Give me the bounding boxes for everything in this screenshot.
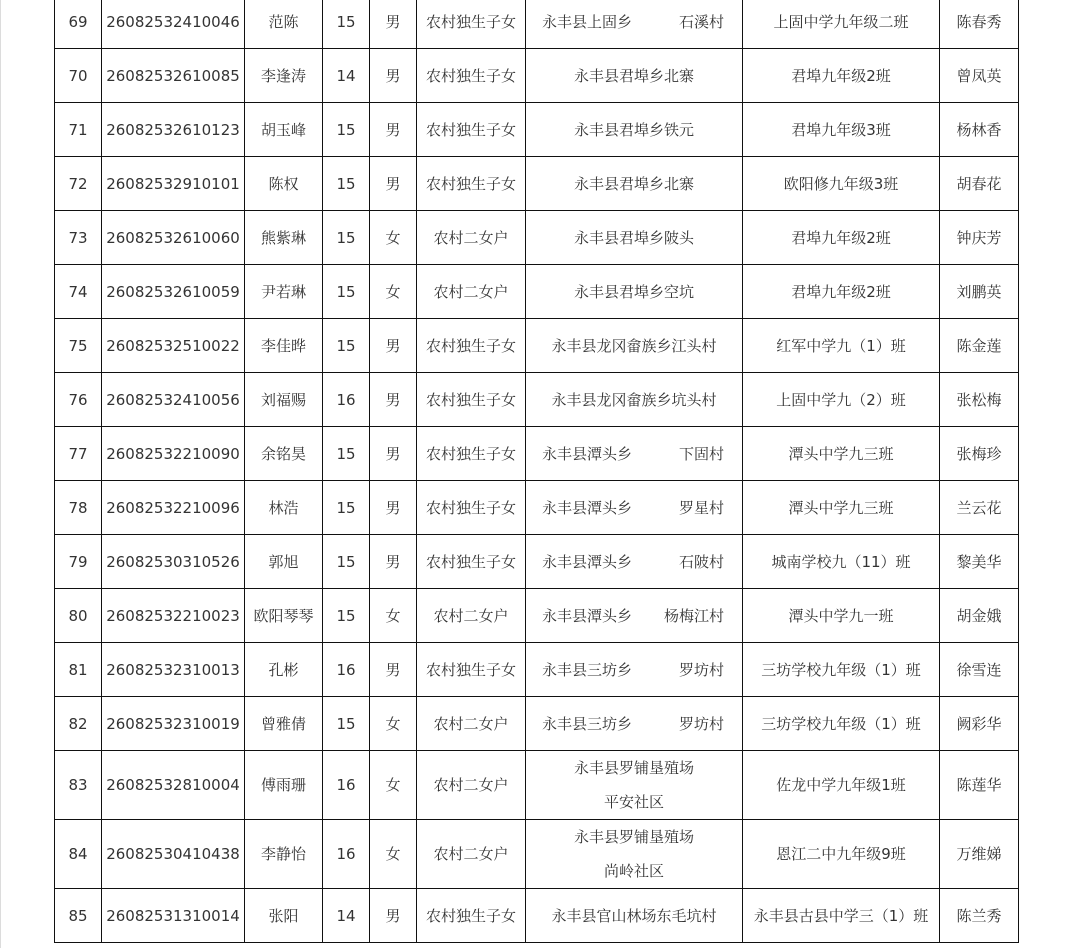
class-cell: 潭头中学九三班: [743, 427, 940, 481]
gender-cell: 女: [370, 211, 417, 265]
address-township: 永丰县潭头乡: [542, 498, 633, 517]
address-cell: 永丰县君埠乡空坑: [526, 265, 743, 319]
category-cell: 农村独生子女: [417, 481, 526, 535]
gender-cell: 男: [370, 889, 417, 943]
age-cell: 16: [323, 643, 370, 697]
category-cell: 农村二女户: [417, 265, 526, 319]
student-id-cell: 26082532610059: [102, 265, 245, 319]
class-cell: 潭头中学九一班: [743, 589, 940, 643]
gender-cell: 男: [370, 481, 417, 535]
category-cell: 农村独生子女: [417, 49, 526, 103]
class-cell: 城南学校九（11）班: [743, 535, 940, 589]
address-split: [526, 707, 742, 741]
row-number-cell: 76: [55, 373, 102, 427]
row-number-cell: 85: [55, 889, 102, 943]
gender-cell: 男: [370, 0, 417, 49]
address-cell: 永丰县龙冈畲族乡坑头村: [526, 373, 743, 427]
student-name-cell: 李静怡: [245, 820, 323, 889]
age-cell: 15: [323, 0, 370, 49]
student-id-cell: 26082532210023: [102, 589, 245, 643]
address-cell: [526, 0, 743, 49]
class-cell: 三坊学校九年级（1）班: [743, 643, 940, 697]
table-row: [55, 103, 1019, 157]
address-cell: [526, 820, 743, 889]
guardian-cell: 阙彩华: [940, 697, 1019, 751]
address-cell: 永丰县君埠乡陂头: [526, 211, 743, 265]
age-cell: 15: [323, 427, 370, 481]
class-cell: 三坊学校九年级（1）班: [743, 697, 940, 751]
student-name-cell: 傅雨珊: [245, 751, 323, 820]
student-id-cell: 26082532410046: [102, 0, 245, 49]
address-cell: 永丰县官山林场东毛坑村: [526, 889, 743, 943]
gender-cell: 女: [370, 589, 417, 643]
table-row: [55, 697, 1019, 751]
address-cell: [526, 643, 743, 697]
student-id-cell: 26082530310526: [102, 535, 245, 589]
address-township: 永丰县潭头乡: [542, 606, 633, 625]
row-number-cell: 69: [55, 0, 102, 49]
address-cell: 永丰县龙冈畲族乡江头村: [526, 319, 743, 373]
gender-cell: 女: [370, 265, 417, 319]
row-number-cell: 70: [55, 49, 102, 103]
student-name-cell: 李逢涛: [245, 49, 323, 103]
student-name-cell: 林浩: [245, 481, 323, 535]
student-name-cell: 欧阳琴琴: [245, 589, 323, 643]
gender-cell: 男: [370, 49, 417, 103]
student-name-cell: 李佳晔: [245, 319, 323, 373]
row-number-cell: 79: [55, 535, 102, 589]
address-township: 永丰县上固乡: [542, 12, 633, 31]
guardian-cell: 张梅珍: [940, 427, 1019, 481]
table-row: [55, 535, 1019, 589]
guardian-cell: 徐雪连: [940, 643, 1019, 697]
student-name-cell: 郭旭: [245, 535, 323, 589]
class-cell: 君埠九年级2班: [743, 49, 940, 103]
student-roster-table: [54, 0, 1019, 943]
guardian-cell: 陈兰秀: [940, 889, 1019, 943]
row-number-cell: 78: [55, 481, 102, 535]
table-row: [55, 820, 1019, 889]
address-cell: [526, 751, 743, 820]
address-village: 石陂村: [678, 552, 724, 571]
category-cell: 农村独生子女: [417, 0, 526, 49]
address-cell: [526, 535, 743, 589]
table-row: [55, 49, 1019, 103]
age-cell: 16: [323, 373, 370, 427]
category-cell: 农村二女户: [417, 751, 526, 820]
row-number-cell: 73: [55, 211, 102, 265]
student-id-cell: 26082532610085: [102, 49, 245, 103]
address-cell: [526, 697, 743, 751]
age-cell: 15: [323, 265, 370, 319]
roster-body: [55, 0, 1019, 943]
address-line-1: 永丰县罗铺垦殖场: [573, 828, 694, 846]
row-number-cell: 75: [55, 319, 102, 373]
address-line-1: 永丰县罗铺垦殖场: [573, 759, 694, 777]
category-cell: 农村独生子女: [417, 319, 526, 373]
class-cell: 潭头中学九三班: [743, 481, 940, 535]
gender-cell: 男: [370, 535, 417, 589]
address-split: [526, 437, 742, 471]
category-cell: 农村二女户: [417, 589, 526, 643]
guardian-cell: 陈春秀: [940, 0, 1019, 49]
student-id-cell: 26082531310014: [102, 889, 245, 943]
category-cell: 农村二女户: [417, 820, 526, 889]
table-row: [55, 211, 1019, 265]
age-cell: 15: [323, 697, 370, 751]
age-cell: 15: [323, 157, 370, 211]
class-cell: 佐龙中学九年级1班: [743, 751, 940, 820]
category-cell: 农村二女户: [417, 697, 526, 751]
gender-cell: 男: [370, 103, 417, 157]
age-cell: 15: [323, 103, 370, 157]
age-cell: 14: [323, 49, 370, 103]
age-cell: 15: [323, 535, 370, 589]
age-cell: 15: [323, 319, 370, 373]
address-cell: 永丰县君埠乡铁元: [526, 103, 743, 157]
address-split: [526, 545, 742, 579]
address-township: 永丰县三坊乡: [542, 714, 633, 733]
category-cell: 农村独生子女: [417, 427, 526, 481]
student-name-cell: 余铭昊: [245, 427, 323, 481]
student-id-cell: 26082532810004: [102, 751, 245, 820]
address-township: 永丰县潭头乡: [542, 444, 633, 463]
student-name-cell: 尹若琳: [245, 265, 323, 319]
age-cell: 16: [323, 820, 370, 889]
student-id-cell: 26082532310013: [102, 643, 245, 697]
category-cell: 农村独生子女: [417, 643, 526, 697]
gender-cell: 女: [370, 697, 417, 751]
category-cell: 农村独生子女: [417, 889, 526, 943]
student-name-cell: 胡玉峰: [245, 103, 323, 157]
student-name-cell: 范陈: [245, 0, 323, 49]
table-row: [55, 373, 1019, 427]
guardian-cell: 黎美华: [940, 535, 1019, 589]
category-cell: 农村独生子女: [417, 103, 526, 157]
row-number-cell: 72: [55, 157, 102, 211]
address-cell: [526, 589, 743, 643]
address-village: 罗坊村: [678, 660, 724, 679]
guardian-cell: 钟庆芳: [940, 211, 1019, 265]
class-cell: 君埠九年级2班: [743, 211, 940, 265]
gender-cell: 男: [370, 373, 417, 427]
category-cell: 农村独生子女: [417, 373, 526, 427]
class-cell: 永丰县古县中学三（1）班: [743, 889, 940, 943]
class-cell: 红军中学九（1）班: [743, 319, 940, 373]
student-name-cell: 陈权: [245, 157, 323, 211]
student-name-cell: 孔彬: [245, 643, 323, 697]
address-cell: [526, 427, 743, 481]
table-row: [55, 0, 1019, 49]
address-cell: 永丰县君埠乡北寨: [526, 157, 743, 211]
student-id-cell: 26082532210096: [102, 481, 245, 535]
address-cell: [526, 481, 743, 535]
address-village: 罗坊村: [678, 714, 724, 733]
row-number-cell: 84: [55, 820, 102, 889]
address-village: 杨梅江村: [663, 606, 724, 625]
table-row: [55, 319, 1019, 373]
address-split: [526, 599, 742, 633]
age-cell: 16: [323, 751, 370, 820]
row-number-cell: 83: [55, 751, 102, 820]
gender-cell: 男: [370, 157, 417, 211]
row-number-cell: 81: [55, 643, 102, 697]
guardian-cell: 刘鹏英: [940, 265, 1019, 319]
age-cell: 15: [323, 589, 370, 643]
row-number-cell: 80: [55, 589, 102, 643]
age-cell: 14: [323, 889, 370, 943]
category-cell: 农村二女户: [417, 211, 526, 265]
table-row: [55, 889, 1019, 943]
gender-cell: 男: [370, 427, 417, 481]
address-village: 下固村: [678, 444, 724, 463]
category-cell: 农村独生子女: [417, 157, 526, 211]
address-cell: 永丰县君埠乡北寨: [526, 49, 743, 103]
class-cell: 上固中学九年级二班: [743, 0, 940, 49]
gender-cell: 女: [370, 820, 417, 889]
guardian-cell: 胡春花: [940, 157, 1019, 211]
gender-cell: 男: [370, 319, 417, 373]
student-id-cell: 26082532410056: [102, 373, 245, 427]
table-row: [55, 643, 1019, 697]
class-cell: 欧阳修九年级3班: [743, 157, 940, 211]
table-row: [55, 265, 1019, 319]
student-id-cell: 26082532510022: [102, 319, 245, 373]
student-id-cell: 26082532910101: [102, 157, 245, 211]
age-cell: 15: [323, 211, 370, 265]
student-name-cell: 熊紫琳: [245, 211, 323, 265]
page-left-edge: [0, 0, 1, 948]
guardian-cell: 张松梅: [940, 373, 1019, 427]
address-village: 石溪村: [678, 12, 724, 31]
table-row: [55, 589, 1019, 643]
student-name-cell: 曾雅倩: [245, 697, 323, 751]
guardian-cell: 陈金莲: [940, 319, 1019, 373]
table-row: [55, 157, 1019, 211]
address-township: 永丰县潭头乡: [542, 552, 633, 571]
category-cell: 农村独生子女: [417, 535, 526, 589]
student-id-cell: 26082532210090: [102, 427, 245, 481]
address-split: [526, 491, 742, 525]
class-cell: 恩江二中九年级9班: [743, 820, 940, 889]
guardian-cell: 胡金娥: [940, 589, 1019, 643]
guardian-cell: 万维娣: [940, 820, 1019, 889]
guardian-cell: 陈莲华: [940, 751, 1019, 820]
address-village: 罗星村: [678, 498, 724, 517]
row-number-cell: 77: [55, 427, 102, 481]
table-row: [55, 427, 1019, 481]
row-number-cell: 71: [55, 103, 102, 157]
class-cell: 君埠九年级2班: [743, 265, 940, 319]
class-cell: 君埠九年级3班: [743, 103, 940, 157]
table-row: [55, 751, 1019, 820]
row-number-cell: 74: [55, 265, 102, 319]
guardian-cell: 杨林香: [940, 103, 1019, 157]
table-row: [55, 481, 1019, 535]
student-name-cell: 刘福赐: [245, 373, 323, 427]
guardian-cell: 曾凤英: [940, 49, 1019, 103]
gender-cell: 男: [370, 643, 417, 697]
student-id-cell: 26082532610060: [102, 211, 245, 265]
address-split: [526, 653, 742, 687]
address-township: 永丰县三坊乡: [542, 660, 633, 679]
address-split: [526, 5, 742, 39]
student-id-cell: 26082532610123: [102, 103, 245, 157]
student-id-cell: 26082532310019: [102, 697, 245, 751]
age-cell: 15: [323, 481, 370, 535]
gender-cell: 女: [370, 751, 417, 820]
student-name-cell: 张阳: [245, 889, 323, 943]
address-line-2: 尚岭社区: [603, 862, 664, 880]
guardian-cell: 兰云花: [940, 481, 1019, 535]
address-line-2: 平安社区: [603, 793, 664, 811]
student-id-cell: 26082530410438: [102, 820, 245, 889]
row-number-cell: 82: [55, 697, 102, 751]
class-cell: 上固中学九（2）班: [743, 373, 940, 427]
